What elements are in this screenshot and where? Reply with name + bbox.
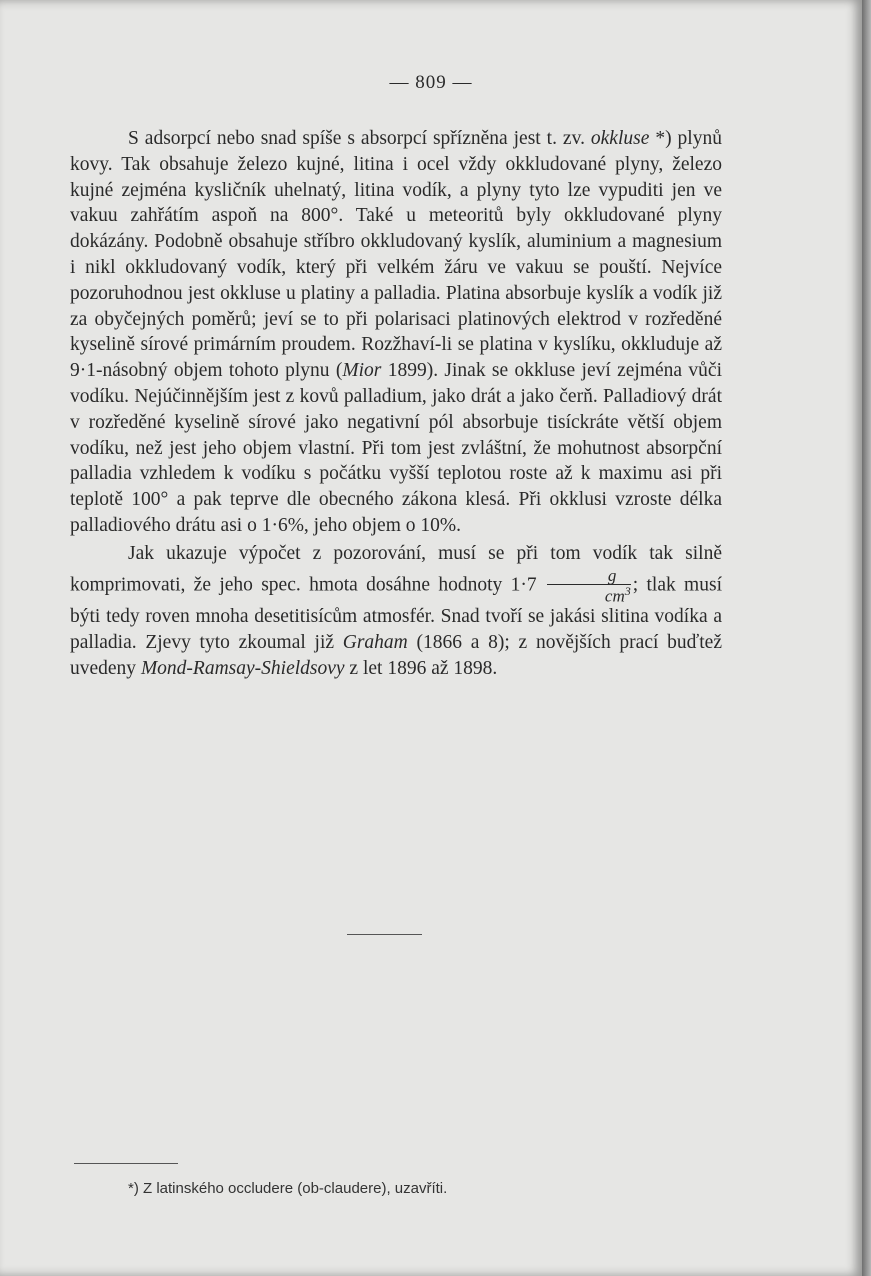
term-okkluse: okkluse	[590, 128, 650, 149]
fraction-denominator	[547, 585, 631, 605]
page-number: — 809 —	[389, 72, 473, 93]
section-divider	[347, 934, 422, 935]
fraction-exponent: 3	[624, 583, 631, 598]
author-mond-ramsay: Mond-Ramsay-Shieldsovy	[140, 657, 345, 679]
page-edge	[862, 0, 871, 1276]
source-mior: Mior	[342, 360, 382, 382]
author-graham: Graham	[342, 632, 408, 653]
p1-text-after: *) plynů kovy. Tak obsahuje železo kujné, litina i ocel vždy okkludované plyny, železo kujné zejména kysličník uhelnatý, litina vodík, a plyny tyto lze vypuditi jen ve vakuu zahřátím aspoň na 800°. Také u meteoritů byly okkludované plyny dokázány. Podobně obsahuje stříbro okkludovaný kyslík, aluminium a magnesium i nikl okkludovaný vodík, který při velkém žáru ve vakuu se pouští. Nejvíce pozoruhodnou jest okkluse u platiny a palladia. Platina absorbuje kyslík a vodík již za obyčejných poměrů; jeví se to při polarisaci platinových elektrod v rozředěné kyselině sírové primárním proudem. Rozžhaví-li se platina v kyslíku, okkluduje až 9·1-násobný objem tohoto plynu (	[70, 128, 722, 382]
body-text	[70, 126, 722, 682]
fraction-numerator: g	[547, 567, 631, 585]
footnote-divider	[74, 1163, 178, 1164]
paragraph-okkluse	[70, 126, 722, 539]
footnote: *) Z latinského occludere (ob-claudere), uzavříti.	[128, 1180, 448, 1197]
p2-text-end: z let 1896 až 1898.	[344, 657, 498, 679]
paragraph-hydrogen	[70, 541, 722, 682]
p1-text-before: S adsorpcí nebo snad spíše s absorpcí spřízněna jest t. zv.	[128, 128, 591, 149]
p2-text-before: Jak ukazuje výpočet z pozorování, musí se při tom vodík tak silně komprimovati, že jeho spec. hmota dosáhne hodnoty 1·7	[70, 542, 722, 595]
p2-text-mid: (1866 a 8); z novějších prací buďtež uvedeny	[70, 632, 722, 679]
fraction-denominator-unit: cm	[604, 586, 625, 606]
p1-text-after2: 1899). Jinak se okkluse jeví zejména vůči vodíku. Nejúčinnějším jest z kovů palladium, jako drát a jako čerň. Palladiový drát v rozředěné kyselině sírové jako negativní pól absorbuje tisíckráte větší objem vodíku, než jest jeho objem vlastní. Při tom jest zvláštní, že mohutnost absorpční palladia vzhledem k vodíku s počátku vyšší teplotou roste až k maximu asi při teplotě 100° a pak teprve dle obecného zákona klesá. Při okklusi vzroste délka palladiového drátu asi o 1·6%, jeho objem o 10%.	[70, 360, 722, 536]
density-fraction	[547, 567, 631, 605]
p2-text-after: ; tlak musí býti tedy roven mnoha desetitisícům atmosfér. Snad tvoří se jakási slitina vodíka a palladia. Zjevy tyto zkoumal již	[70, 573, 722, 653]
